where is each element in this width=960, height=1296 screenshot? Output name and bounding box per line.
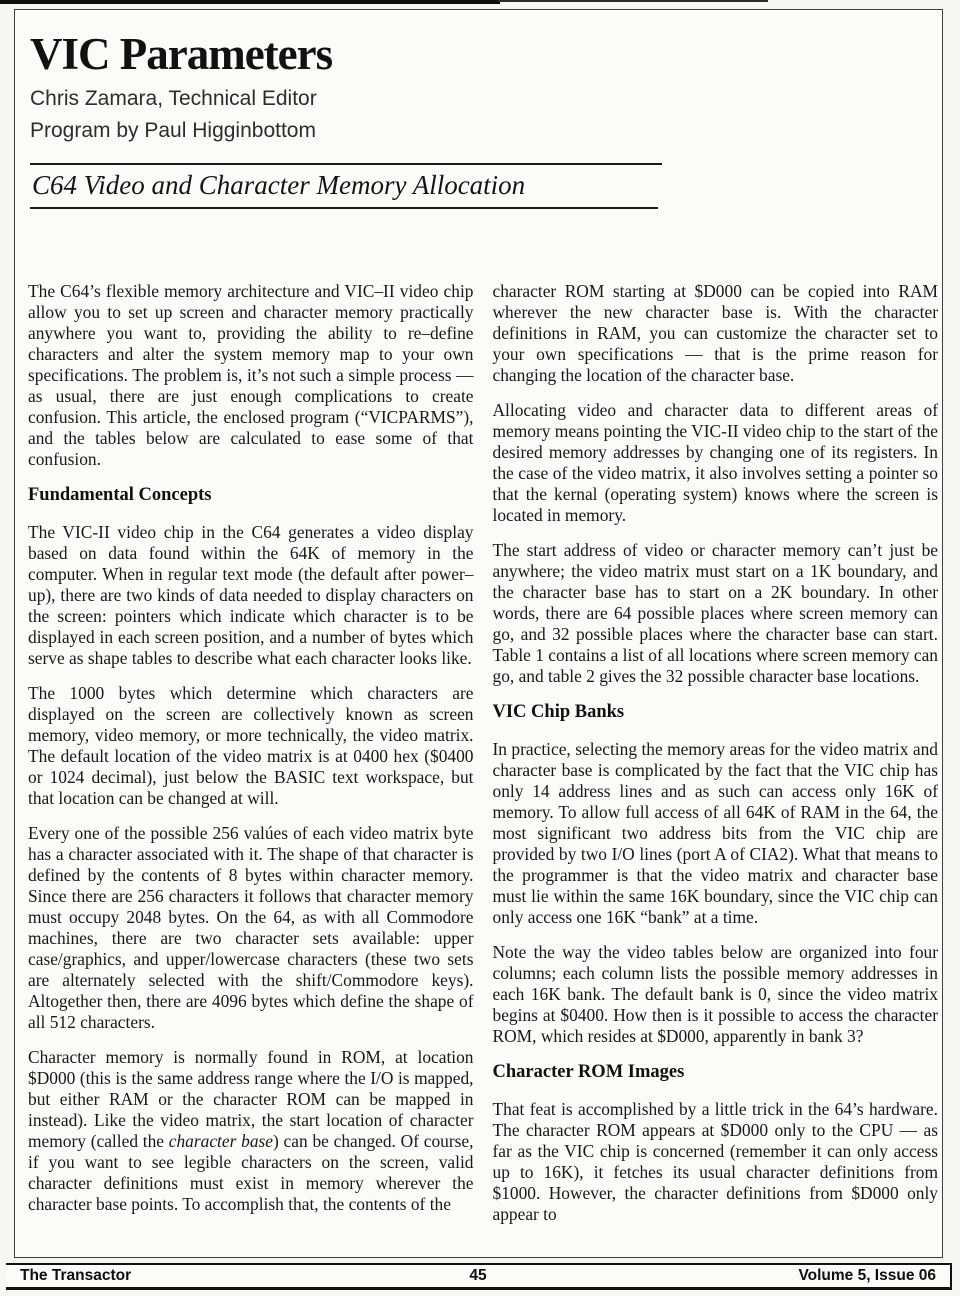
- footer-magazine-name: The Transactor: [20, 1267, 132, 1284]
- body-paragraph: The start address of video or character memory can’t just be anywhere; the video matrix must start on a 1K boundary, and the character base has to start on a 2K boundary. In other words, there are 64 possible places where screen memory can go, and 32 possible places where the character base can start. Table 1 contains a list of all locations where screen memory can go, and table 2 gives the 32 possible character base locations.: [492, 540, 938, 686]
- byline-author: Chris Zamara, Technical Editor: [30, 87, 317, 110]
- article-subtitle: C64 Video and Character Memory Allocation: [32, 170, 526, 200]
- byline-program: Program by Paul Higginbottom: [30, 119, 316, 142]
- scan-edge-artifact-thin: [498, 0, 768, 2]
- body-paragraph: The C64’s flexible memory architecture and VIC–II video chip allow you to set up screen and character memory practically anywhere you want to, providing the ability to re–define characters and alter the system memory map to your own specifications. The problem is, it’s not such a simple process — as usual, there are just enough complications to create confusion. This article, the enclosed program (“VICPARMS”), and the tables below are calculated to ease some of that confusion.: [28, 281, 474, 469]
- body-paragraph: The 1000 bytes which determine which characters are displayed on the screen are collectively known as screen memory, video memory, or more technically, the video matrix. The default location of the video matrix is at 0400 hex ($0400 or 1024 decimal), just below the BASIC text workspace, but that location can be changed at will.: [28, 683, 474, 808]
- page-footer: [6, 1263, 952, 1290]
- section-heading: Character ROM Images: [492, 1062, 685, 1082]
- article-title: VIC Parameters: [30, 29, 333, 79]
- article-header: [30, 28, 332, 144]
- subtitle-rule-bottom: [30, 207, 658, 209]
- section-heading: VIC Chip Banks: [492, 702, 625, 722]
- footer-page-number: 45: [469, 1267, 487, 1284]
- body-paragraph: Every one of the possible 256 valúes of each video matrix byte has a character associated with it. The shape of that character is defined by the contents of 8 bytes within character memory. Since there are 256 characters it follows that character memory must occupy 2048 bytes. On the 64, as with all Commodore machines, there are two character sets available: upper case/graphics, and upper/lowercase characters (these two sets are alternately selected with the shift/Commodore keys). Altogether then, there are 4096 bytes which define the shape of all 512 characters.: [28, 823, 474, 1032]
- body-paragraph: In practice, selecting the memory areas for the video matrix and character base is complicated by the fact that the VIC chip has only 14 address lines and as such can access only 16K of memory. To allow full access of all 64K of RAM in the 64, the most significant two address bits from the VIC chip are provided by two I/O lines (port A of CIA2). What that means to the programmer is that the video matrix and character base must lie within the same 16K boundary, since the VIC chip can only access one 16K “bank” at a time.: [492, 739, 938, 927]
- scan-edge-artifact: [0, 0, 500, 4]
- body-paragraph: That feat is accomplished by a little trick in the 64’s hardware. The character ROM appears at $D000 only to the CPU — as far as the VIC chip is concerned (remember it can only access up to 16K), it fetches its usual character definitions from $1000. However, the character definitions from $D000 only appear to: [492, 1099, 938, 1224]
- footer-issue: Volume 5, Issue 06: [798, 1267, 936, 1284]
- body-paragraph: Allocating video and character data to different areas of memory means pointing the VIC-II video chip to the start of the desired memory addresses by changing one of its registers. In the case of the video matrix, it also involves setting a pointer so that the kernal (operating system) knows where the screen is located in memory.: [492, 400, 938, 525]
- left-column: [28, 281, 474, 1239]
- section-heading: Fundamental Concepts: [28, 485, 212, 505]
- right-column: [493, 281, 939, 1239]
- body-paragraph: character ROM starting at $D000 can be copied into RAM wherever the new character base is. With the character definitions in RAM, you can customize the character set to your own specifications — that is the prime reason for changing the location of the character base.: [492, 281, 938, 385]
- body-paragraph: Character memory is normally found in ROM, at location $D000 (this is the same address range where the I/O is mapped, but either RAM or the character ROM can be mapped in instead). Like the video matrix, the start location of character memory (called the character base) can be changed. Of course, if you want to see legible characters on the screen, valid character definitions must exist in memory wherever the character base points. To accomplish that, the contents of the: [28, 1047, 474, 1214]
- article-body: [28, 281, 938, 1239]
- subtitle-block: [30, 163, 662, 209]
- body-paragraph: Note the way the video tables below are organized into four columns; each column lists the possible memory addresses in each 16K bank. The default bank is 0, since the video matrix begins at $0400. How then is it possible to access the character ROM, which resides at $D000, apparently in bank 3?: [492, 942, 938, 1046]
- body-paragraph: The VIC-II video chip in the C64 generates a video display based on data found within the 64K of memory in the computer. When in regular text mode (the default after power–up), there are two kinds of data needed to display characters on the screen: pointers which indicate which character is to be displayed in each screen position, and a number of bytes which serve as shape tables to describe what each character looks like.: [28, 522, 474, 668]
